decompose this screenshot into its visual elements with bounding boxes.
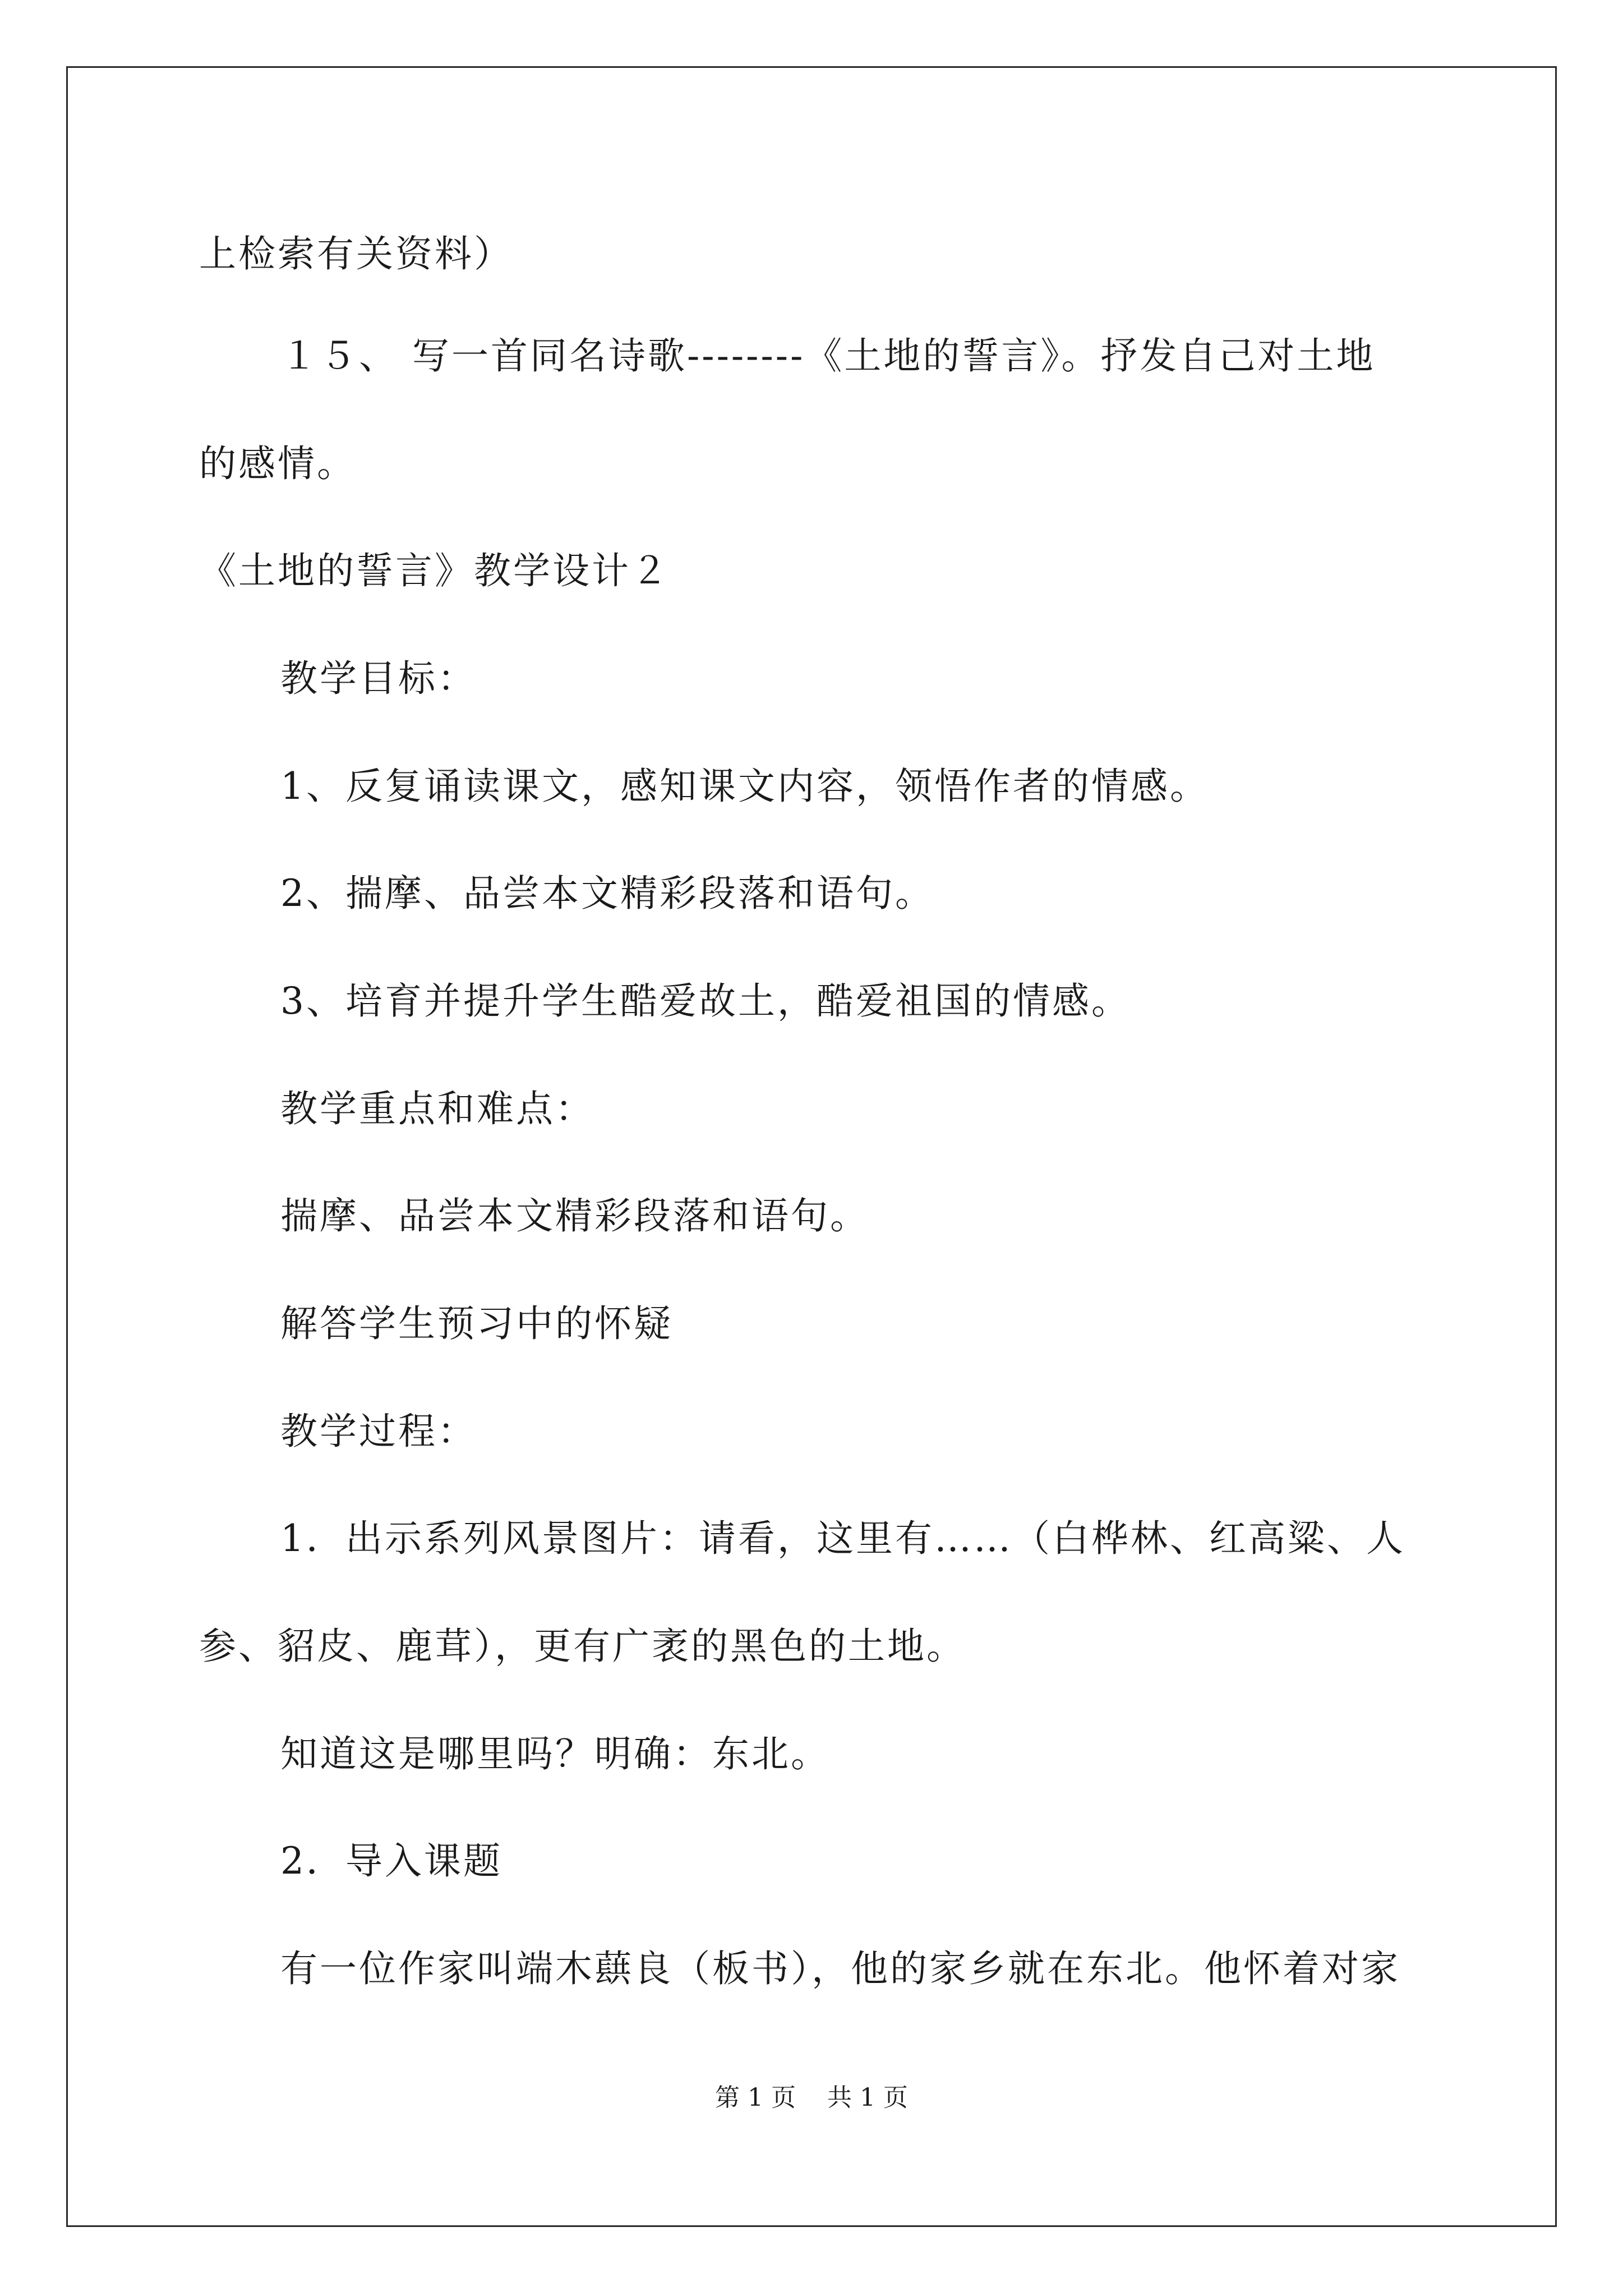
page-border xyxy=(66,66,1557,2227)
text-line-15: 知道这是哪里吗？明确：东北。 xyxy=(280,1732,830,1775)
text-line-12: 教学过程： xyxy=(280,1410,477,1453)
text-line-11: 解答学生预习中的怀疑 xyxy=(280,1302,673,1345)
text-line-6: 1、反复诵读课文，感知课文内容，领悟作者的情感。 xyxy=(280,765,1209,808)
text-line-13: 1．出示系列风景图片：请看，这里有……（白桦林、红高粱、人 xyxy=(280,1517,1405,1560)
text-line-17: 有一位作家叫端木蕻良（板书），他的家乡就在东北。他怀着对家 xyxy=(280,1947,1400,1990)
text-line-14: 参、貂皮、鹿茸），更有广袤的黑色的土地。 xyxy=(199,1625,966,1668)
text-line-7: 2、揣摩、品尝本文精彩段落和语句。 xyxy=(280,872,934,915)
section-heading: 《土地的誓言》教学设计２ xyxy=(199,549,670,592)
text-line-10: 揣摩、品尝本文精彩段落和语句。 xyxy=(280,1194,869,1237)
text-line-8: 3、培育并提升学生酷爱故土，酷爱祖国的情感。 xyxy=(280,979,1131,1023)
text-line-2: １５、 写一首同名诗歌--------《土地的誓言》。抒发自己对土地 xyxy=(280,334,1376,378)
text-line-5: 教学目标： xyxy=(280,657,477,700)
text-line-1: 上检索有关资料） xyxy=(199,232,513,275)
text-line-16: 2．导入课题 xyxy=(280,1839,502,1883)
text-line-9: 教学重点和难点： xyxy=(280,1087,594,1130)
page-footer: 第 1 页 共 1 页 xyxy=(715,2083,908,2112)
text-line-3: 的感情。 xyxy=(199,442,356,485)
